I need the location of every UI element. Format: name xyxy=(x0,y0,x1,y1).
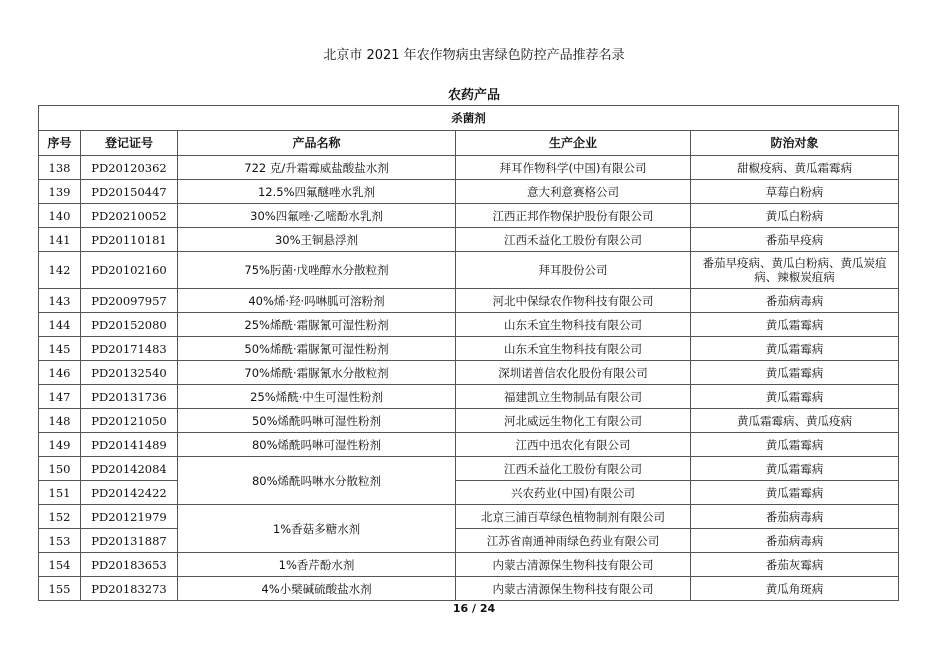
row-product: 50%烯酰吗啉可湿性粉剂 xyxy=(178,409,456,433)
row-product: 722 克/升霜霉威盐酸盐水剂 xyxy=(178,156,456,180)
table-row xyxy=(39,433,899,457)
row-target: 黄瓜霜霉病 xyxy=(691,313,899,337)
row-target: 草莓白粉病 xyxy=(691,180,899,204)
row-target: 番茄早疫病、黄瓜白粉病、黄瓜炭疽病、辣椒炭疽病 xyxy=(691,252,899,289)
row-reg: PD20120362 xyxy=(81,156,178,180)
row-target: 甜椒疫病、黄瓜霜霉病 xyxy=(691,156,899,180)
row-reg: PD20171483 xyxy=(81,337,178,361)
table-row xyxy=(39,313,899,337)
table-row xyxy=(39,156,899,180)
category-label: 杀菌剂 xyxy=(39,106,899,131)
row-product: 1%香芹酚水剂 xyxy=(178,553,456,577)
row-company: 兴农药业(中国)有限公司 xyxy=(456,481,691,505)
row-reg: PD20150447 xyxy=(81,180,178,204)
row-company: 意大利意赛格公司 xyxy=(456,180,691,204)
row-reg: PD20152080 xyxy=(81,313,178,337)
row-target: 黄瓜霜霉病 xyxy=(691,361,899,385)
page-number: 16 / 24 xyxy=(452,602,496,615)
table-row xyxy=(39,337,899,361)
row-company: 内蒙古清源保生物科技有限公司 xyxy=(456,577,691,601)
row-reg: PD20210052 xyxy=(81,204,178,228)
row-target: 番茄灰霉病 xyxy=(691,553,899,577)
row-product: 50%烯酰·霜脲氰可湿性粉剂 xyxy=(178,337,456,361)
row-product: 70%烯酰·霜脲氰水分散粒剂 xyxy=(178,361,456,385)
row-reg: PD20142422 xyxy=(81,481,178,505)
row-target: 黄瓜白粉病 xyxy=(691,204,899,228)
row-company: 拜耳作物科学(中国)有限公司 xyxy=(456,156,691,180)
table-row xyxy=(39,361,899,385)
row-target: 番茄病毒病 xyxy=(691,505,899,529)
row-no: 153 xyxy=(39,529,81,553)
row-no: 150 xyxy=(39,457,81,481)
table-row xyxy=(39,577,899,601)
row-company: 河北威远生物化工有限公司 xyxy=(456,409,691,433)
row-company: 江苏省南通神雨绿色药业有限公司 xyxy=(456,529,691,553)
row-reg: PD20142084 xyxy=(81,457,178,481)
row-company: 江西正邦作物保护股份有限公司 xyxy=(456,204,691,228)
row-product: 75%肟菌·戊唑醇水分散粒剂 xyxy=(178,252,456,289)
row-no: 152 xyxy=(39,505,81,529)
row-product: 80%烯酰吗啉水分散粒剂 xyxy=(178,457,456,505)
table-row xyxy=(39,481,899,505)
row-company: 江西禾益化工股份有限公司 xyxy=(456,228,691,252)
row-no: 142 xyxy=(39,252,81,289)
row-no: 139 xyxy=(39,180,81,204)
row-no: 154 xyxy=(39,553,81,577)
row-target: 番茄早疫病 xyxy=(691,228,899,252)
row-reg: PD20131887 xyxy=(81,529,178,553)
row-no: 141 xyxy=(39,228,81,252)
row-company: 北京三浦百草绿色植物制剂有限公司 xyxy=(456,505,691,529)
table-row xyxy=(39,529,899,553)
table-row xyxy=(39,204,899,228)
header-reg: 登记证号 xyxy=(81,131,178,156)
row-target: 黄瓜角斑病 xyxy=(691,577,899,601)
table-row xyxy=(39,385,899,409)
row-no: 146 xyxy=(39,361,81,385)
row-company: 内蒙古清源保生物科技有限公司 xyxy=(456,553,691,577)
row-reg: PD20131736 xyxy=(81,385,178,409)
row-target: 番茄病毒病 xyxy=(691,529,899,553)
row-target: 番茄病毒病 xyxy=(691,289,899,313)
row-no: 149 xyxy=(39,433,81,457)
row-reg: PD20121979 xyxy=(81,505,178,529)
row-company: 山东禾宜生物科技有限公司 xyxy=(456,337,691,361)
row-no: 147 xyxy=(39,385,81,409)
row-target: 黄瓜霜霉病 xyxy=(691,481,899,505)
row-reg: PD20121050 xyxy=(81,409,178,433)
row-target: 黄瓜霜霉病 xyxy=(691,433,899,457)
row-reg: PD20097957 xyxy=(81,289,178,313)
row-no: 140 xyxy=(39,204,81,228)
table-row xyxy=(39,505,899,529)
row-product: 30%王铜悬浮剂 xyxy=(178,228,456,252)
row-reg: PD20183653 xyxy=(81,553,178,577)
table-row xyxy=(39,457,899,481)
row-reg: PD20102160 xyxy=(81,252,178,289)
row-product: 1%香菇多糖水剂 xyxy=(178,505,456,553)
row-reg: PD20141489 xyxy=(81,433,178,457)
category-row xyxy=(39,106,899,131)
row-product: 25%烯酰·霜脲氰可湿性粉剂 xyxy=(178,313,456,337)
header-no: 序号 xyxy=(39,131,81,156)
row-no: 143 xyxy=(39,289,81,313)
table-row xyxy=(39,180,899,204)
table-row xyxy=(39,553,899,577)
row-company: 福建凯立生物制品有限公司 xyxy=(456,385,691,409)
row-target: 黄瓜霜霉病 xyxy=(691,337,899,361)
row-no: 138 xyxy=(39,156,81,180)
row-no: 148 xyxy=(39,409,81,433)
row-product: 4%小檗碱硫酸盐水剂 xyxy=(178,577,456,601)
row-company: 山东禾宜生物科技有限公司 xyxy=(456,313,691,337)
row-reg: PD20183273 xyxy=(81,577,178,601)
product-table xyxy=(38,105,899,601)
header-row xyxy=(39,131,899,156)
header-product: 产品名称 xyxy=(178,131,456,156)
row-reg: PD20132540 xyxy=(81,361,178,385)
document-title: 北京市 2021 年农作物病虫害绿色防控产品推荐名录 xyxy=(323,48,625,63)
table-row xyxy=(39,252,899,289)
row-company: 江西禾益化工股份有限公司 xyxy=(456,457,691,481)
row-no: 144 xyxy=(39,313,81,337)
row-company: 深圳诺普信农化股份有限公司 xyxy=(456,361,691,385)
row-reg: PD20110181 xyxy=(81,228,178,252)
row-product: 30%四氟唑·乙嘧酚水乳剂 xyxy=(178,204,456,228)
header-target: 防治对象 xyxy=(691,131,899,156)
table-row xyxy=(39,409,899,433)
table-row xyxy=(39,228,899,252)
row-no: 145 xyxy=(39,337,81,361)
row-product: 80%烯酰吗啉可湿性粉剂 xyxy=(178,433,456,457)
row-company: 江西中迅农化有限公司 xyxy=(456,433,691,457)
section-title: 农药产品 xyxy=(447,88,500,103)
row-target: 黄瓜霜霉病、黄瓜疫病 xyxy=(691,409,899,433)
row-product: 12.5%四氟醚唑水乳剂 xyxy=(178,180,456,204)
row-company: 拜耳股份公司 xyxy=(456,252,691,289)
row-no: 151 xyxy=(39,481,81,505)
row-no: 155 xyxy=(39,577,81,601)
row-target: 黄瓜霜霉病 xyxy=(691,457,899,481)
header-company: 生产企业 xyxy=(456,131,691,156)
row-target: 黄瓜霜霉病 xyxy=(691,385,899,409)
row-product: 40%烯·羟·吗啉胍可溶粉剂 xyxy=(178,289,456,313)
row-product: 25%烯酰·中生可湿性粉剂 xyxy=(178,385,456,409)
row-company: 河北中保绿农作物科技有限公司 xyxy=(456,289,691,313)
table-row xyxy=(39,289,899,313)
